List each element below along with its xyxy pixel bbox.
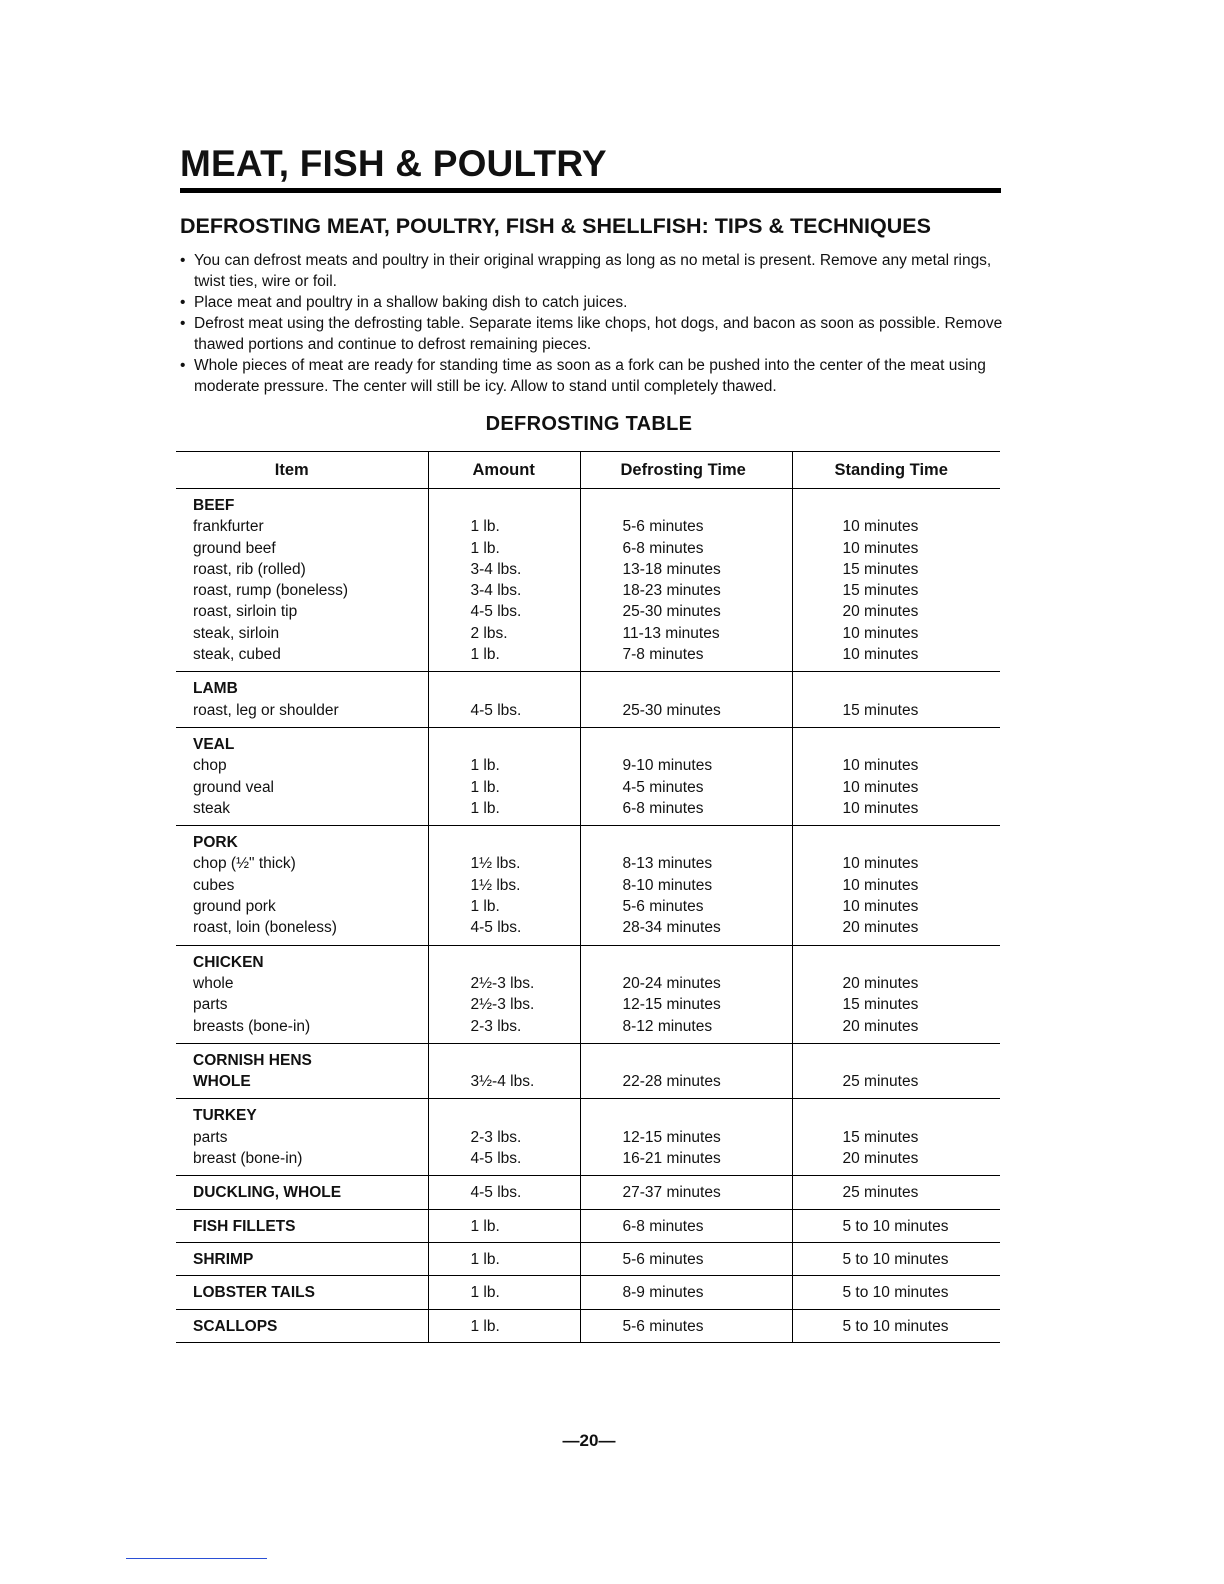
amount-value: 1 lb.: [470, 778, 500, 796]
defrost-time-value: 16-21 minutes: [622, 1150, 721, 1168]
item-name: roast, loin (boneless): [193, 919, 337, 937]
defrost-time-value: 9-10 minutes: [622, 757, 713, 775]
tip-item: [180, 355, 1010, 397]
header-spacer: [471, 678, 580, 699]
header-spacer: [623, 678, 792, 699]
header-spacer: [623, 495, 792, 516]
group-name: VEAL: [193, 735, 235, 753]
item-cell: [176, 826, 428, 945]
item-name: roast, leg or shoulder: [193, 701, 339, 719]
amount-value: 4-5 lbs.: [470, 701, 522, 719]
standing-time-value: 15 minutes: [842, 560, 919, 578]
defrost-time-value: 12-15 minutes: [622, 1128, 721, 1146]
standing-time-value: 20 minutes: [842, 1150, 919, 1168]
standing-time-value: 20 minutes: [842, 603, 919, 621]
tip-text: Place meat and poultry in a shallow baking dish to catch juices.: [194, 294, 628, 311]
header-spacer: [843, 1105, 1001, 1126]
bullet-icon: •: [180, 357, 186, 374]
defrost-time-value: 18-23 minutes: [622, 582, 721, 600]
item-cell: [176, 1099, 428, 1176]
item-cell: [176, 489, 428, 672]
table-row: [176, 1276, 1000, 1309]
group-name: CHICKEN: [193, 953, 264, 971]
item-name: parts: [193, 1128, 228, 1146]
amount-value: 1½ lbs.: [470, 876, 521, 894]
header-spacer: [471, 952, 580, 973]
tip-text: You can defrost meats and poultry in their original wrapping as long as no metal is present. Remove any metal rings, twist ties, wire or foil.: [194, 252, 992, 290]
title-rule: [180, 188, 1001, 193]
group-name: PORK: [193, 834, 238, 852]
amount-value: 1 lb.: [470, 799, 500, 817]
amount-value: 1 lb.: [428, 1276, 580, 1309]
defrost-time-value: 5-6 minutes: [622, 518, 704, 536]
item-name: ground pork: [193, 898, 276, 916]
item-name: SCALLOPS: [176, 1309, 428, 1342]
item-name: ground beef: [193, 539, 276, 557]
item-name: ground veal: [193, 778, 275, 796]
standing-time-value: 15 minutes: [842, 701, 919, 719]
table-group-row: [176, 1099, 1000, 1176]
defrost-cell: [580, 1043, 792, 1099]
defrost-cell: [580, 945, 792, 1043]
amount-cell: [428, 1099, 580, 1176]
amount-cell: [428, 727, 580, 825]
tip-text: Whole pieces of meat are ready for standing time as soon as a fork can be pushed into the center of the meat using moderate pressure. The center will still be icy. Allow to stand until completely thawed.: [194, 357, 986, 395]
standing-time-value: 10 minutes: [842, 539, 919, 557]
tips-list: [180, 250, 1010, 397]
table-row: [176, 1309, 1000, 1342]
amount-value: 1 lb.: [470, 539, 500, 557]
header-spacer: [623, 734, 792, 755]
amount-value: 1 lb.: [428, 1242, 580, 1275]
item-cell: [176, 945, 428, 1043]
defrost-time-value: 20-24 minutes: [622, 974, 721, 992]
group-name: CORNISH HENS: [193, 1051, 312, 1069]
header-spacer: [471, 1050, 580, 1071]
header-spacer: [843, 952, 1001, 973]
standing-time-value: 10 minutes: [842, 898, 919, 916]
tip-item: [180, 292, 1010, 313]
amount-value: 4-5 lbs.: [470, 1150, 522, 1168]
tip-item: [180, 250, 1010, 292]
standing-time-value: 10 minutes: [842, 855, 919, 873]
group-name: LAMB: [193, 680, 238, 698]
item-name: SHRIMP: [176, 1242, 428, 1275]
standing-time-value: 10 minutes: [842, 624, 919, 642]
amount-value: 4-5 lbs.: [428, 1176, 580, 1209]
defrosting-table: [176, 451, 1000, 1343]
defrost-time-value: 8-13 minutes: [622, 855, 713, 873]
defrost-time-value: 12-15 minutes: [622, 996, 721, 1014]
tip-item: [180, 313, 1010, 355]
amount-value: 1 lb.: [470, 518, 500, 536]
defrost-time-value: 6-8 minutes: [580, 1209, 792, 1242]
table-group-row: [176, 826, 1000, 945]
amount-value: 4-5 lbs.: [470, 603, 522, 621]
item-name: parts: [193, 996, 228, 1014]
defrost-time-value: 6-8 minutes: [622, 539, 704, 557]
item-name: roast, rump (boneless): [193, 582, 349, 600]
bullet-icon: •: [180, 315, 186, 332]
standing-time-value: 15 minutes: [842, 996, 919, 1014]
defrost-time-value: 25-30 minutes: [622, 603, 721, 621]
amount-cell: [428, 1043, 580, 1099]
amount-value: 2 lbs.: [470, 624, 508, 642]
table-group-row: [176, 727, 1000, 825]
header-spacer: [843, 678, 1001, 699]
standing-cell: [792, 489, 1000, 672]
table-group-row: [176, 945, 1000, 1043]
item-cell: [176, 672, 428, 728]
standing-time-value: 5 to 10 minutes: [792, 1242, 1000, 1275]
amount-value: 3-4 lbs.: [470, 560, 522, 578]
defrost-time-value: 11-13 minutes: [622, 624, 720, 642]
defrost-time-value: 6-8 minutes: [622, 799, 704, 817]
header-spacer: [623, 1050, 792, 1071]
defrost-time-value: 4-5 minutes: [622, 778, 704, 796]
item-name: breasts (bone-in): [193, 1017, 311, 1035]
defrost-time-value: 22-28 minutes: [622, 1073, 721, 1091]
defrost-time-value: 27-37 minutes: [580, 1176, 792, 1209]
item-name: roast, sirloin tip: [193, 603, 298, 621]
table-body: [176, 489, 1000, 1343]
defrost-time-value: 8-10 minutes: [622, 876, 713, 894]
standing-time-value: 10 minutes: [842, 876, 919, 894]
item-name: steak, sirloin: [193, 624, 280, 642]
table-header-row: [176, 452, 1000, 489]
table-row: [176, 1209, 1000, 1242]
table-caption: DEFROSTING TABLE: [485, 413, 693, 435]
amount-value: 3-4 lbs.: [470, 582, 522, 600]
item-name: roast, rib (rolled): [193, 560, 306, 578]
header-defrosting-time: Defrosting Time: [580, 452, 792, 489]
defrost-time-value: 7-8 minutes: [622, 646, 704, 664]
defrost-cell: [580, 727, 792, 825]
amount-value: 1 lb.: [470, 757, 500, 775]
table-row: [176, 1176, 1000, 1209]
amount-cell: [428, 826, 580, 945]
header-amount: Amount: [428, 452, 580, 489]
item-name: chop (½" thick): [193, 855, 296, 873]
defrost-time-value: 8-9 minutes: [580, 1276, 792, 1309]
defrost-time-value: 8-12 minutes: [622, 1017, 713, 1035]
standing-cell: [792, 826, 1000, 945]
table-group-row: [176, 1043, 1000, 1099]
defrost-time-value: 5-6 minutes: [580, 1242, 792, 1275]
table-group-row: [176, 489, 1000, 672]
header-spacer: [623, 1105, 792, 1126]
table-row: [176, 1242, 1000, 1275]
amount-cell: [428, 489, 580, 672]
page-title: MEAT, FISH & POULTRY: [180, 143, 607, 184]
page-number: —20—: [562, 1431, 616, 1450]
bullet-icon: •: [180, 252, 186, 269]
defrost-time-value: 25-30 minutes: [622, 701, 721, 719]
amount-value: 1 lb.: [470, 646, 500, 664]
item-cell: [176, 727, 428, 825]
item-name: cubes: [193, 876, 235, 894]
amount-value: 2½-3 lbs.: [470, 996, 535, 1014]
item-name: steak: [193, 799, 231, 817]
item-cell: [176, 1043, 428, 1099]
header-spacer: [471, 832, 580, 853]
defrost-time-value: 28-34 minutes: [622, 919, 721, 937]
section-subtitle: DEFROSTING MEAT, POULTRY, FISH & SHELLFISH: TIPS & TECHNIQUES: [180, 214, 931, 238]
amount-value: 1 lb.: [428, 1309, 580, 1342]
standing-time-value: 20 minutes: [842, 1017, 919, 1035]
defrost-cell: [580, 826, 792, 945]
header-standing-time: Standing Time: [792, 452, 1000, 489]
tip-text: Defrost meat using the defrosting table. Separate items like chops, hot dogs, and bacon as soon as possible. Remove thawed portions and continue to defrost remaining pieces.: [194, 315, 1003, 353]
header-spacer: [471, 1105, 580, 1126]
standing-time-value: 10 minutes: [842, 646, 919, 664]
defrost-cell: [580, 672, 792, 728]
defrost-time-value: 5-6 minutes: [580, 1309, 792, 1342]
standing-time-value: 20 minutes: [842, 919, 919, 937]
defrost-time-value: 5-6 minutes: [622, 898, 704, 916]
amount-value: 1 lb.: [470, 898, 500, 916]
item-name: breast (bone-in): [193, 1150, 303, 1168]
header-spacer: [843, 832, 1001, 853]
standing-time-value: 25 minutes: [842, 1073, 919, 1091]
group-name: BEEF: [193, 497, 235, 514]
amount-value: 4-5 lbs.: [470, 919, 522, 937]
amount-cell: [428, 945, 580, 1043]
item-name: steak, cubed: [193, 646, 281, 664]
defrost-time-value: 13-18 minutes: [622, 560, 721, 578]
standing-time-value: 20 minutes: [842, 974, 919, 992]
standing-time-value: 15 minutes: [842, 1128, 919, 1146]
item-name: FISH FILLETS: [176, 1209, 428, 1242]
table-group-row: [176, 672, 1000, 728]
header-spacer: [471, 495, 580, 516]
standing-time-value: 10 minutes: [842, 778, 919, 796]
standing-time-value: 5 to 10 minutes: [792, 1276, 1000, 1309]
item-name: frankfurter: [193, 518, 264, 536]
standing-time-value: 15 minutes: [842, 582, 919, 600]
standing-cell: [792, 945, 1000, 1043]
standing-time-value: 10 minutes: [842, 757, 919, 775]
amount-value: 2-3 lbs.: [470, 1128, 522, 1146]
header-spacer: [623, 952, 792, 973]
header-spacer: [623, 832, 792, 853]
amount-value: 3½-4 lbs.: [470, 1073, 535, 1091]
header-spacer: [843, 495, 1001, 516]
standing-cell: [792, 1099, 1000, 1176]
footnote-rule: [126, 1558, 267, 1559]
standing-cell: [792, 1043, 1000, 1099]
amount-value: 1 lb.: [428, 1209, 580, 1242]
header-spacer: [843, 734, 1001, 755]
standing-time-value: 5 to 10 minutes: [792, 1209, 1000, 1242]
standing-time-value: 10 minutes: [842, 799, 919, 817]
standing-cell: [792, 727, 1000, 825]
header-spacer: [843, 1050, 1001, 1071]
group-name: TURKEY: [193, 1107, 257, 1125]
item-name: chop: [193, 757, 227, 775]
bullet-icon: •: [180, 294, 186, 311]
header-spacer: [471, 734, 580, 755]
item-name: WHOLE: [193, 1073, 251, 1091]
amount-value: 1½ lbs.: [470, 855, 521, 873]
item-name: LOBSTER TAILS: [176, 1276, 428, 1309]
item-name: DUCKLING, WHOLE: [176, 1176, 428, 1209]
defrosting-table-container: [176, 451, 1000, 1343]
amount-cell: [428, 672, 580, 728]
item-name: whole: [193, 974, 234, 992]
amount-value: 2½-3 lbs.: [470, 974, 535, 992]
defrost-cell: [580, 489, 792, 672]
standing-cell: [792, 672, 1000, 728]
standing-time-value: 10 minutes: [842, 518, 919, 536]
defrost-cell: [580, 1099, 792, 1176]
amount-value: 2-3 lbs.: [470, 1017, 522, 1035]
header-item: Item: [176, 452, 428, 489]
standing-time-value: 25 minutes: [792, 1176, 1000, 1209]
standing-time-value: 5 to 10 minutes: [792, 1309, 1000, 1342]
